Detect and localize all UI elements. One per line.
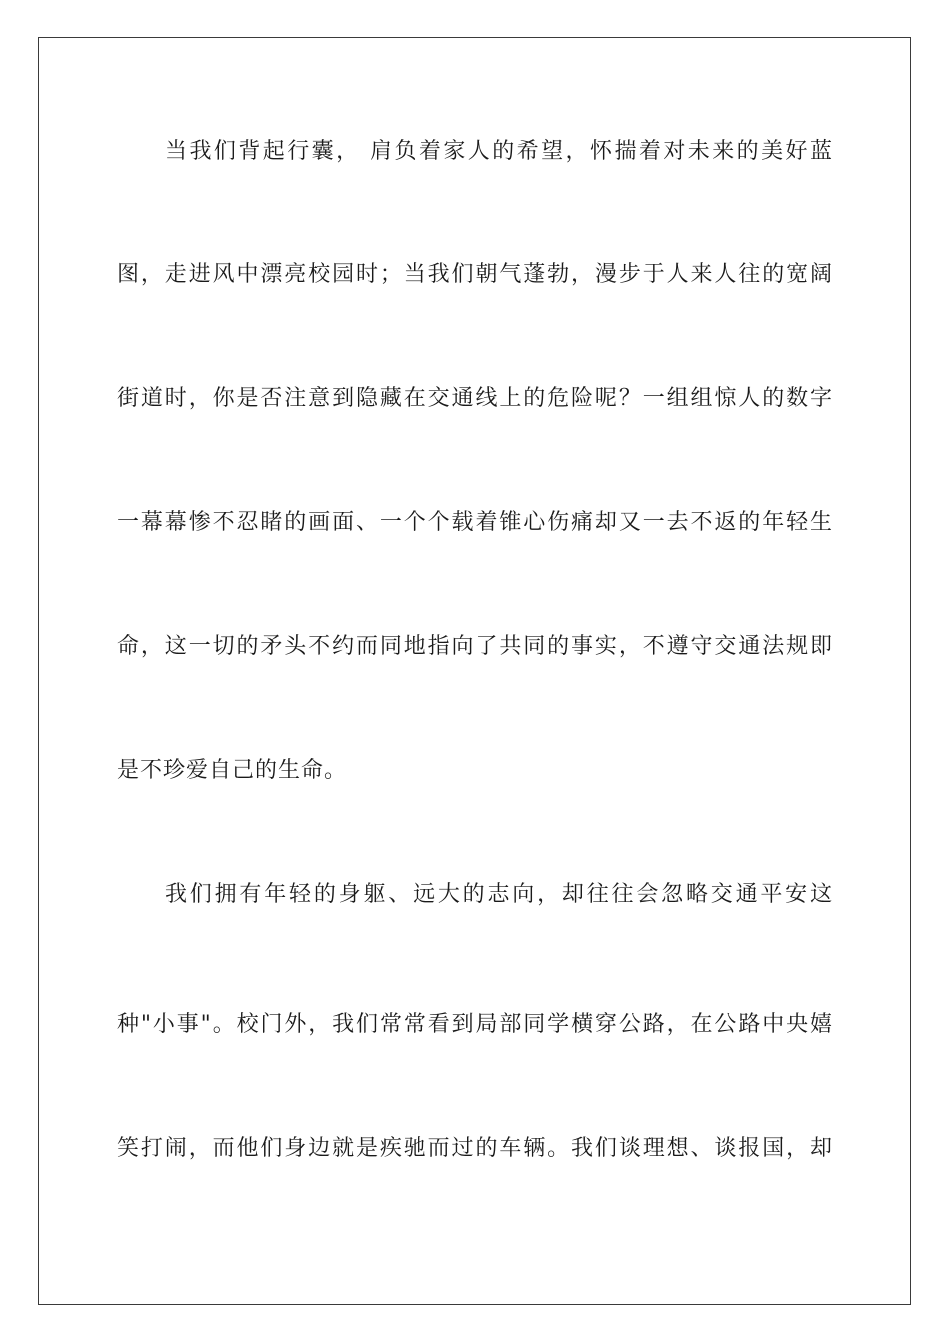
paragraph-line: 当我们背起行囊， 肩负着家人的希望，怀揣着对未来的美好蓝: [165, 139, 833, 164]
paragraph-line: 是不珍爱自己的生命。: [117, 758, 348, 783]
paragraph-line: 命，这一切的矛头不约而同地指向了共同的事实，不遵守交通法规即: [117, 634, 833, 659]
paragraph-line: 笑打闹，而他们身边就是疾驰而过的车辆。我们谈理想、谈报国，却: [117, 1136, 833, 1161]
paragraph-line: 我们拥有年轻的身躯、远大的志向，却往往会忽略交通平安这: [165, 882, 833, 907]
paragraph-line: 街道时，你是否注意到隐藏在交通线上的危险呢？一组组惊人的数字: [117, 386, 833, 411]
paragraph-line: 图，走进风中漂亮校园时；当我们朝气蓬勃，漫步于人来人往的宽阔: [117, 262, 833, 287]
paragraph-line: 一幕幕惨不忍睹的画面、一个个载着锥心伤痛却又一去不返的年轻生: [117, 510, 833, 535]
paragraph-line: 种"小事"。校门外，我们常常看到局部同学横穿公路，在公路中央嬉: [117, 1012, 833, 1037]
page-border: [38, 37, 911, 1305]
